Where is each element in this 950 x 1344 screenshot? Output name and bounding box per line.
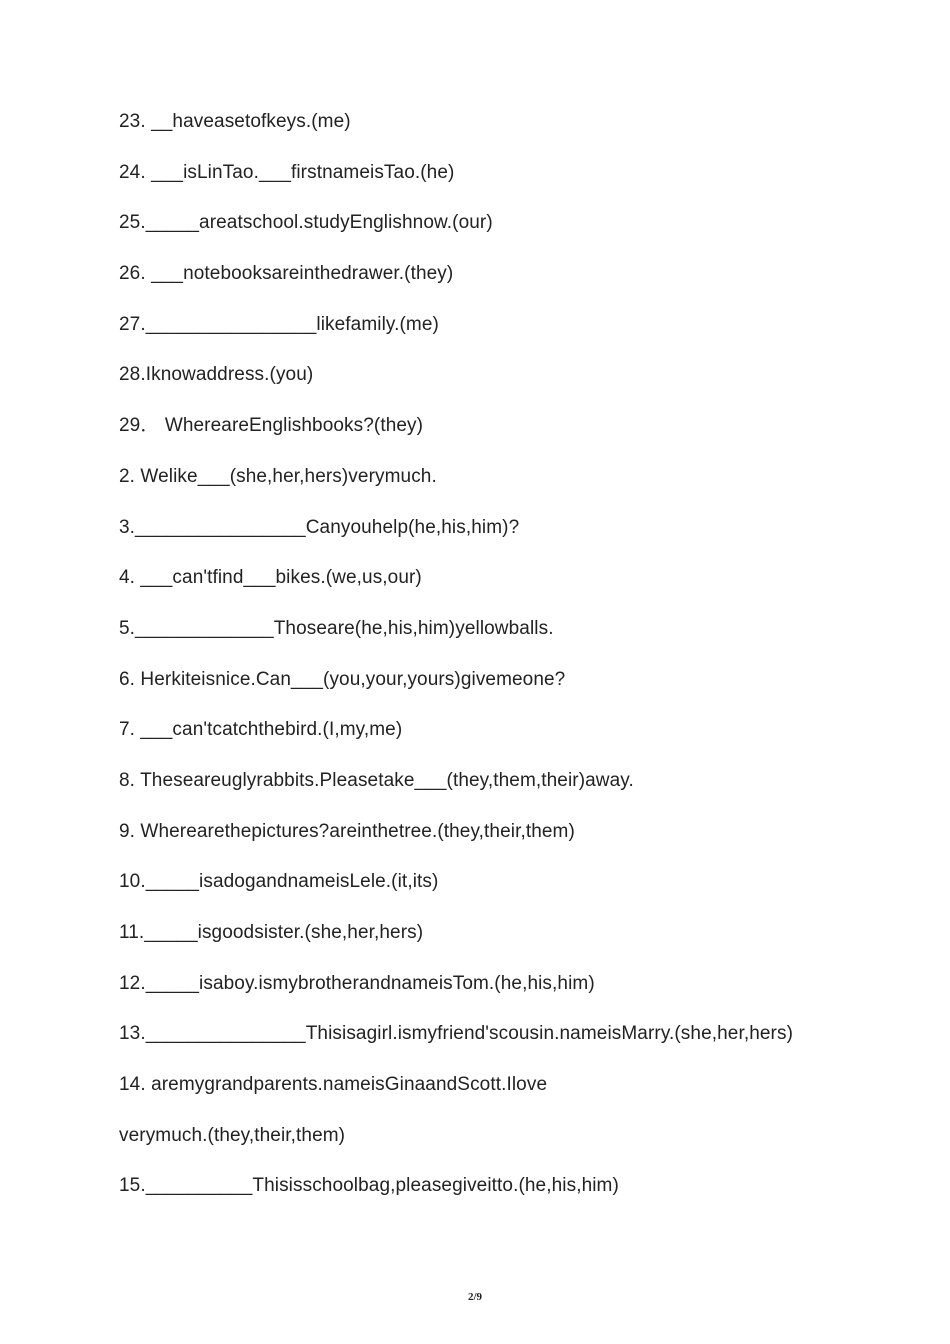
exercise-line: 27.________________likefamily.(me) bbox=[119, 313, 439, 335]
exercise-line: 9. Wherearethepictures?areinthetree.(they,their,them) bbox=[119, 820, 575, 842]
exercise-line: 26. ___notebooksareinthedrawer.(they) bbox=[119, 263, 454, 285]
exercise-line: 12._____isaboy.ismybrotherandnameisTom.(he,his,him) bbox=[119, 972, 595, 994]
exercise-list bbox=[119, 108, 859, 1223]
exercise-line: 24. ___isLinTao.___firstnameisTao.(he) bbox=[119, 161, 455, 183]
exercise-line: 6. Herkiteisnice.Can___(you,your,yours)givemeone? bbox=[119, 668, 566, 690]
exercise-line: 8. Theseareuglyrabbits.Pleasetake___(they,them,their)away. bbox=[119, 769, 634, 791]
exercise-line-continued: verymuch.(they,their,them) bbox=[119, 1124, 346, 1146]
exercise-line: 10._____isadogandnameisLele.(it,its) bbox=[119, 871, 439, 893]
exercise-line: 29． WhereareEnglishbooks?(they) bbox=[119, 415, 424, 437]
exercise-line: 23. __haveasetofkeys.(me) bbox=[119, 111, 351, 132]
exercise-line: 15.__________Thisisschoolbag,pleasegiveitto.(he,his,him) bbox=[119, 1175, 619, 1197]
exercise-line: 5._____________Thoseare(he,his,him)yellowballs. bbox=[119, 617, 554, 639]
exercise-line: 28.Iknowaddress.(you) bbox=[119, 364, 314, 386]
exercise-line: 4. ___can'tfind___bikes.(we,us,our) bbox=[119, 567, 422, 589]
exercise-line: 25._____areatschool.studyEnglishnow.(our) bbox=[119, 212, 493, 234]
exercise-line: 13._______________Thisisagirl.ismyfriend'scousin.nameisMarry.(she,her,hers) bbox=[119, 1023, 794, 1045]
exercise-line: 11._____isgoodsister.(she,her,hers) bbox=[119, 922, 424, 943]
exercise-line: 3.________________Canyouhelp(he,his,him)? bbox=[119, 516, 520, 538]
page-number: 2/9 bbox=[467, 1291, 483, 1303]
exercise-line: 7. ___can'tcatchthebird.(I,my,me) bbox=[119, 719, 403, 741]
exercise-line: 14. aremygrandparents.nameisGinaandScott.Ilove bbox=[119, 1074, 548, 1096]
exercise-line: 2. Welike___(she,her,hers)verymuch. bbox=[119, 465, 437, 487]
